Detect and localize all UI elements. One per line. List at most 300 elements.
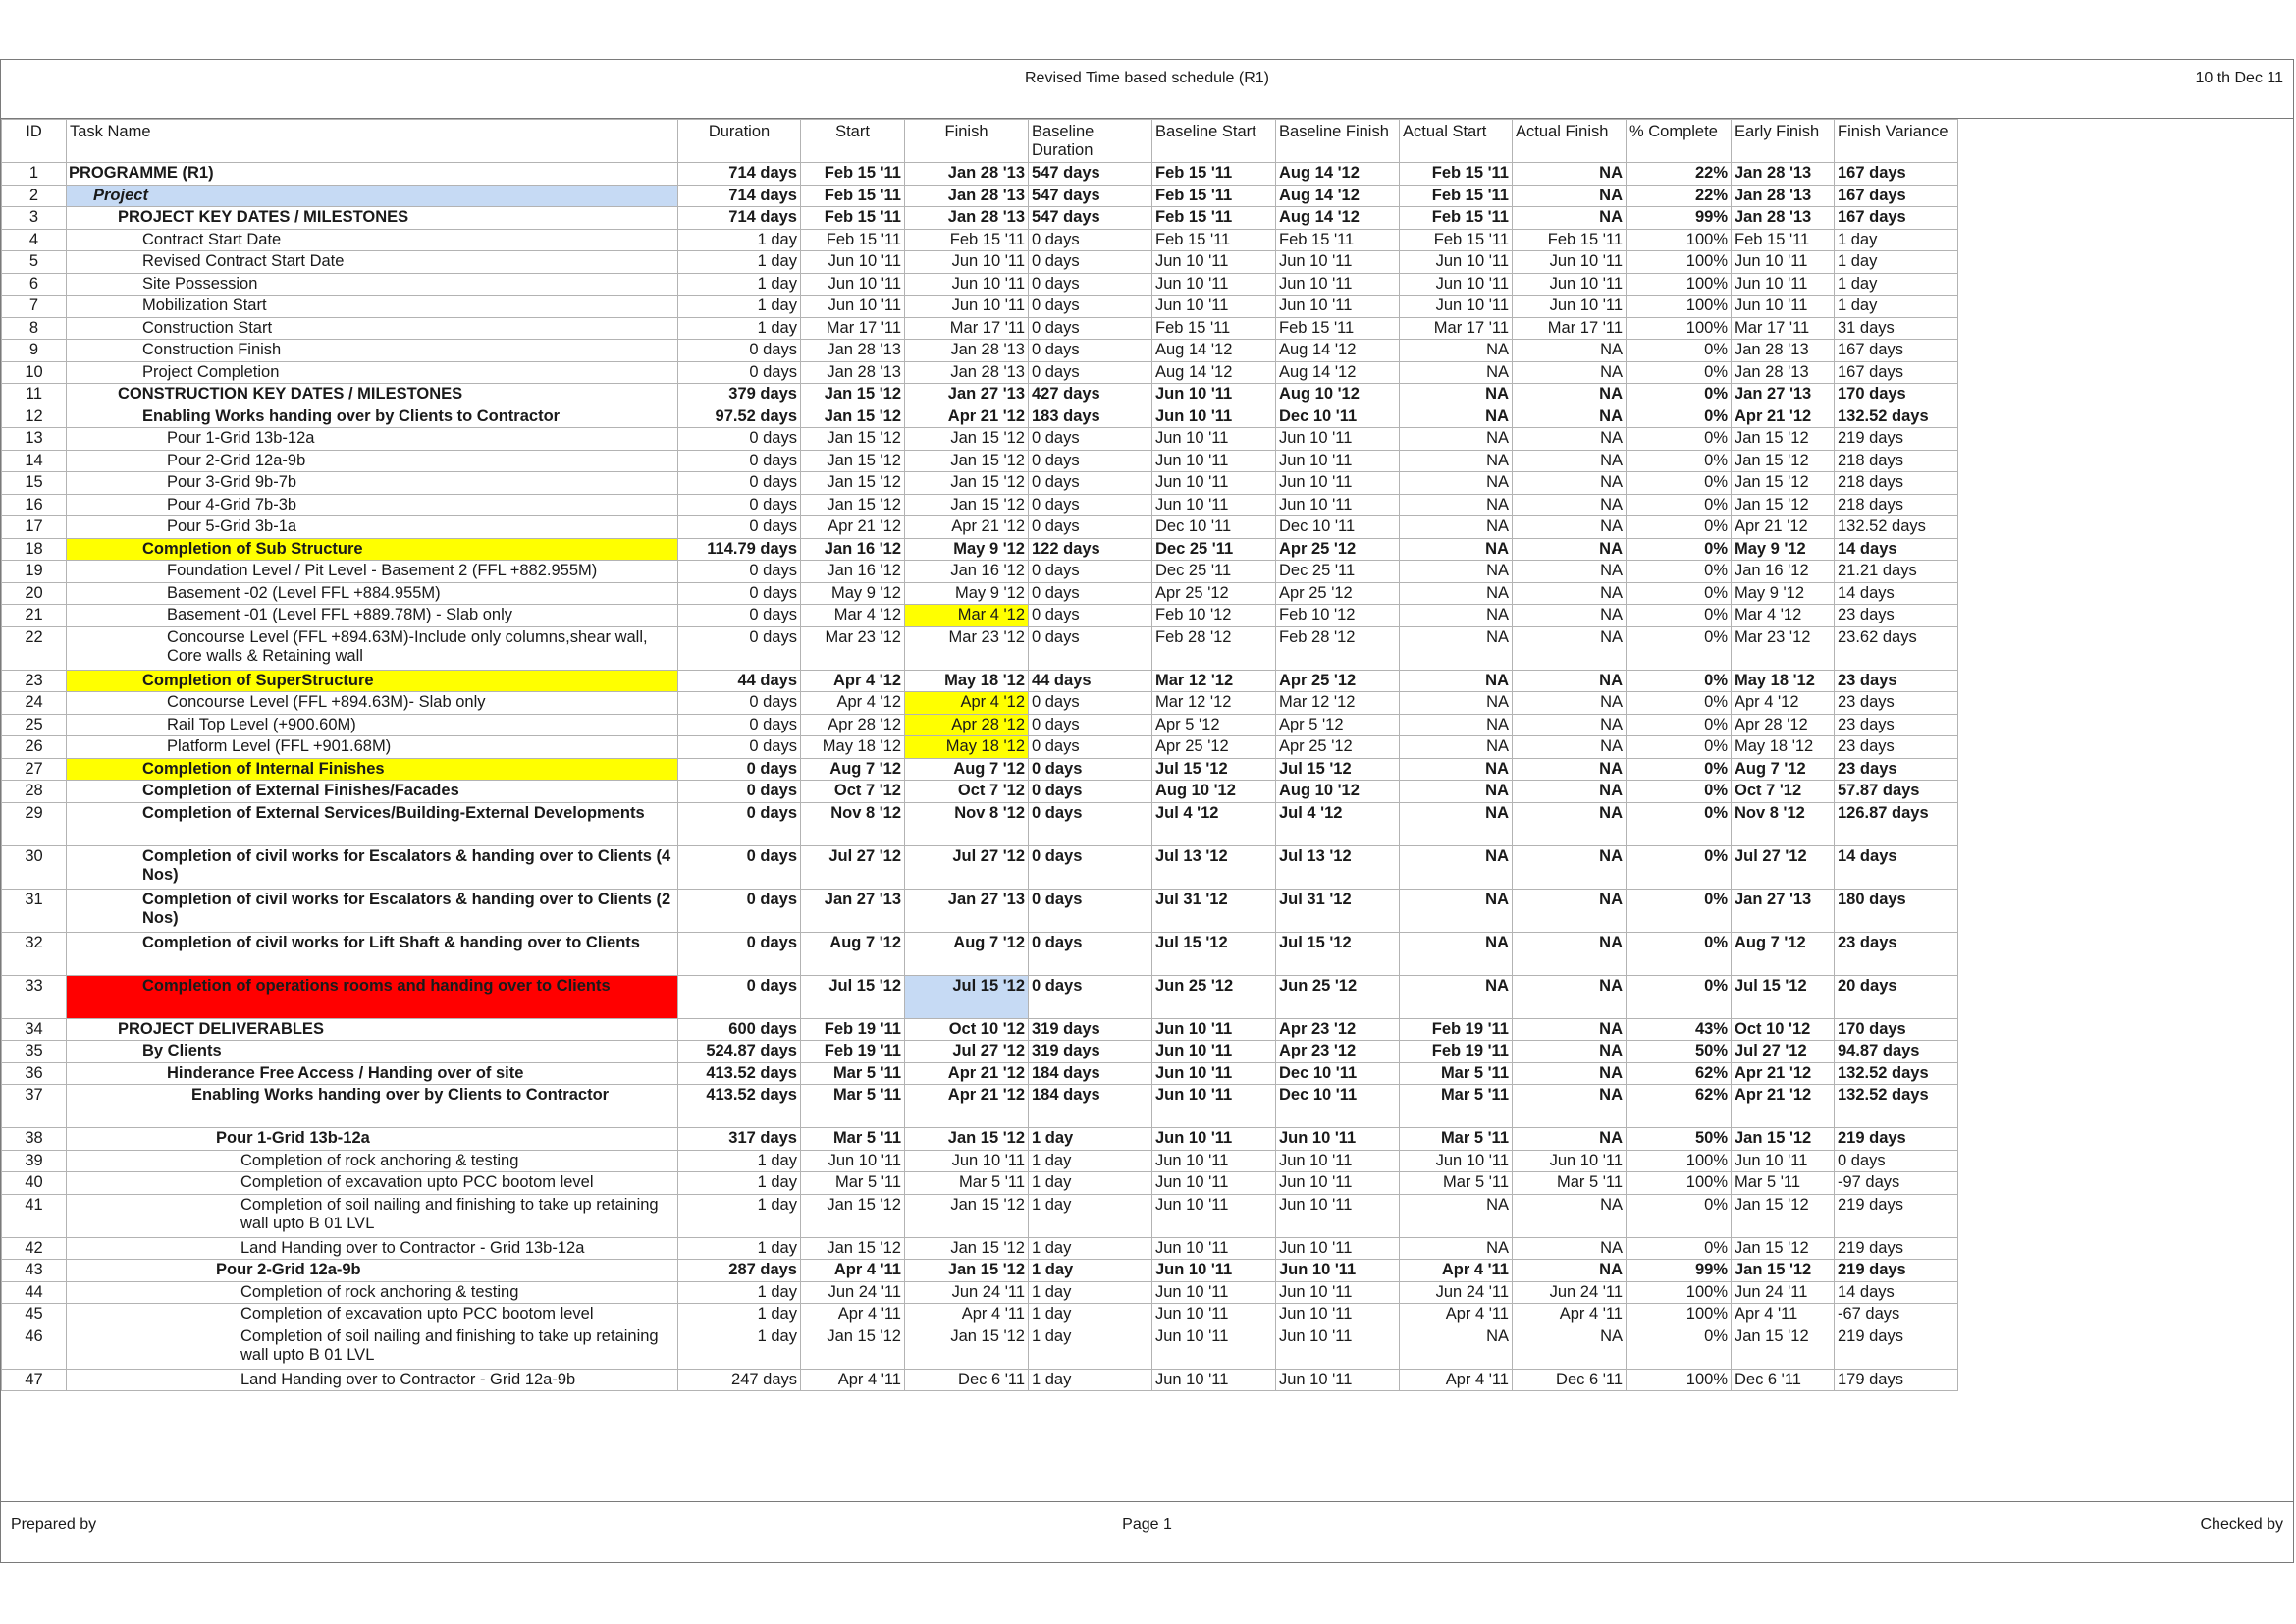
table-row[interactable] <box>2 561 1958 583</box>
table-row[interactable] <box>2 692 1958 715</box>
cell-baseline-duration: 0 days <box>1029 626 1152 670</box>
cell-task-name: Land Handing over to Contractor - Grid 12a-9b <box>67 1369 678 1391</box>
cell-finish: Jan 15 '12 <box>905 1260 1029 1282</box>
cell-baseline-start: Jun 10 '11 <box>1152 273 1276 296</box>
cell-duration: 247 days <box>678 1369 801 1391</box>
table-row[interactable] <box>2 229 1958 251</box>
cell-actual-start: Mar 17 '11 <box>1400 317 1513 340</box>
cell-baseline-duration: 0 days <box>1029 472 1152 495</box>
cell-baseline-duration: 1 day <box>1029 1128 1152 1151</box>
cell-finish-variance: 126.87 days <box>1835 802 1958 845</box>
cell-finish-variance: 23 days <box>1835 605 1958 627</box>
cell-actual-finish: Mar 5 '11 <box>1513 1172 1627 1195</box>
cell-id: 28 <box>2 781 67 803</box>
cell-percent-complete: 0% <box>1627 1326 1732 1369</box>
cell-finish: Apr 4 '12 <box>905 692 1029 715</box>
table-row[interactable] <box>2 494 1958 516</box>
page-header <box>1 60 2293 119</box>
cell-id: 21 <box>2 605 67 627</box>
cell-start: Feb 15 '11 <box>801 185 905 207</box>
cell-actual-start: Jun 10 '11 <box>1400 251 1513 274</box>
cell-task-name: Completion of Sub Structure <box>67 538 678 561</box>
cell-baseline-start: Jun 10 '11 <box>1152 1128 1276 1151</box>
cell-actual-start: Jun 10 '11 <box>1400 296 1513 318</box>
cell-id: 47 <box>2 1369 67 1391</box>
cell-id: 11 <box>2 384 67 406</box>
cell-start: Jun 10 '11 <box>801 273 905 296</box>
cell-baseline-start: Jun 25 '12 <box>1152 975 1276 1018</box>
cell-finish-variance: 170 days <box>1835 1018 1958 1041</box>
cell-percent-complete: 0% <box>1627 889 1732 932</box>
cell-id: 4 <box>2 229 67 251</box>
cell-baseline-finish: Jun 10 '11 <box>1276 296 1400 318</box>
cell-actual-start: NA <box>1400 932 1513 975</box>
col-header-duration[interactable]: Duration <box>678 120 801 163</box>
cell-percent-complete: 0% <box>1627 472 1732 495</box>
cell-percent-complete: 100% <box>1627 1150 1732 1172</box>
cell-start: Jan 15 '12 <box>801 384 905 406</box>
cell-actual-start: NA <box>1400 406 1513 428</box>
cell-baseline-duration: 184 days <box>1029 1062 1152 1085</box>
cell-percent-complete: 0% <box>1627 932 1732 975</box>
col-header-id[interactable]: ID <box>2 120 67 163</box>
cell-actual-finish: Jun 10 '11 <box>1513 1150 1627 1172</box>
cell-baseline-duration: 0 days <box>1029 317 1152 340</box>
cell-task-name: Completion of rock anchoring & testing <box>67 1281 678 1304</box>
table-row[interactable] <box>2 207 1958 230</box>
cell-duration: 0 days <box>678 626 801 670</box>
cell-task-name: Hinderance Free Access / Handing over of site <box>67 1062 678 1085</box>
cell-id: 19 <box>2 561 67 583</box>
cell-actual-start: NA <box>1400 516 1513 539</box>
cell-finish: Mar 17 '11 <box>905 317 1029 340</box>
table-row[interactable] <box>2 1085 1958 1128</box>
cell-baseline-duration: 0 days <box>1029 802 1152 845</box>
table-row[interactable] <box>2 406 1958 428</box>
cell-finish: Jan 15 '12 <box>905 450 1029 472</box>
cell-baseline-finish: Jun 10 '11 <box>1276 1237 1400 1260</box>
cell-baseline-start: Feb 28 '12 <box>1152 626 1276 670</box>
cell-baseline-duration: 0 days <box>1029 781 1152 803</box>
cell-early-finish: Feb 15 '11 <box>1732 229 1835 251</box>
cell-percent-complete: 50% <box>1627 1041 1732 1063</box>
col-header-baseline-start[interactable]: Baseline Start <box>1152 120 1276 163</box>
cell-percent-complete: 0% <box>1627 361 1732 384</box>
cell-actual-finish: NA <box>1513 538 1627 561</box>
cell-baseline-finish: Jul 13 '12 <box>1276 845 1400 889</box>
cell-baseline-start: Jun 10 '11 <box>1152 1150 1276 1172</box>
cell-finish: May 18 '12 <box>905 736 1029 759</box>
cell-finish-variance: 179 days <box>1835 1369 1958 1391</box>
cell-actual-finish: NA <box>1513 802 1627 845</box>
cell-baseline-duration: 0 days <box>1029 251 1152 274</box>
table-row[interactable] <box>2 472 1958 495</box>
table-row[interactable] <box>2 714 1958 736</box>
page-footer <box>1 1501 2293 1562</box>
cell-duration: 1 day <box>678 1237 801 1260</box>
cell-baseline-duration: 0 days <box>1029 582 1152 605</box>
cell-task-name: Completion of soil nailing and finishing to take up retaining wall upto B 01 LVL <box>67 1326 678 1369</box>
cell-early-finish: Jan 15 '12 <box>1732 1194 1835 1237</box>
cell-finish: Jan 28 '13 <box>905 207 1029 230</box>
cell-baseline-finish: Aug 14 '12 <box>1276 207 1400 230</box>
table-row[interactable] <box>2 626 1958 670</box>
cell-baseline-duration: 0 days <box>1029 516 1152 539</box>
cell-task-name: Completion of Internal Finishes <box>67 758 678 781</box>
table-row[interactable] <box>2 340 1958 362</box>
cell-finish-variance: 219 days <box>1835 1237 1958 1260</box>
table-row[interactable] <box>2 889 1958 932</box>
cell-percent-complete: 0% <box>1627 582 1732 605</box>
cell-baseline-duration: 547 days <box>1029 207 1152 230</box>
cell-start: Jun 10 '11 <box>801 296 905 318</box>
cell-early-finish: Jun 10 '11 <box>1732 1150 1835 1172</box>
cell-duration: 600 days <box>678 1018 801 1041</box>
cell-baseline-finish: Dec 10 '11 <box>1276 1062 1400 1085</box>
cell-percent-complete: 0% <box>1627 384 1732 406</box>
cell-baseline-start: Jun 10 '11 <box>1152 384 1276 406</box>
cell-baseline-finish: Jun 25 '12 <box>1276 975 1400 1018</box>
cell-task-name: Completion of civil works for Escalators & handing over to Clients (2 Nos) <box>67 889 678 932</box>
cell-duration: 0 days <box>678 975 801 1018</box>
table-row[interactable] <box>2 1062 1958 1085</box>
cell-actual-start: Feb 15 '11 <box>1400 185 1513 207</box>
cell-early-finish: Apr 28 '12 <box>1732 714 1835 736</box>
cell-finish: Jan 15 '12 <box>905 472 1029 495</box>
cell-baseline-finish: Dec 25 '11 <box>1276 561 1400 583</box>
cell-early-finish: Mar 17 '11 <box>1732 317 1835 340</box>
table-row[interactable] <box>2 975 1958 1018</box>
cell-baseline-finish: Aug 10 '12 <box>1276 384 1400 406</box>
table-row[interactable] <box>2 582 1958 605</box>
cell-actual-start: NA <box>1400 781 1513 803</box>
cell-baseline-duration: 427 days <box>1029 384 1152 406</box>
cell-id: 10 <box>2 361 67 384</box>
cell-task-name: Pour 4-Grid 7b-3b <box>67 494 678 516</box>
table-row[interactable] <box>2 251 1958 274</box>
cell-finish: Dec 6 '11 <box>905 1369 1029 1391</box>
table-row[interactable] <box>2 361 1958 384</box>
col-header-early-finish[interactable]: Early Finish <box>1732 120 1835 163</box>
cell-actual-finish: Jun 24 '11 <box>1513 1281 1627 1304</box>
table-row[interactable] <box>2 538 1958 561</box>
cell-baseline-duration: 1 day <box>1029 1194 1152 1237</box>
cell-id: 40 <box>2 1172 67 1195</box>
col-header-actual-start[interactable]: Actual Start <box>1400 120 1513 163</box>
table-row[interactable] <box>2 932 1958 975</box>
cell-duration: 379 days <box>678 384 801 406</box>
cell-percent-complete: 100% <box>1627 1281 1732 1304</box>
cell-baseline-start: Jun 10 '11 <box>1152 1237 1276 1260</box>
cell-baseline-start: Dec 25 '11 <box>1152 561 1276 583</box>
cell-id: 2 <box>2 185 67 207</box>
cell-baseline-start: Mar 12 '12 <box>1152 692 1276 715</box>
cell-early-finish: Jan 28 '13 <box>1732 361 1835 384</box>
cell-actual-start: NA <box>1400 1237 1513 1260</box>
cell-baseline-duration: 0 days <box>1029 273 1152 296</box>
cell-duration: 1 day <box>678 251 801 274</box>
cell-percent-complete: 0% <box>1627 736 1732 759</box>
cell-baseline-start: Jun 10 '11 <box>1152 1194 1276 1237</box>
cell-baseline-finish: Jun 10 '11 <box>1276 1128 1400 1151</box>
cell-actual-start: Jun 10 '11 <box>1400 1150 1513 1172</box>
table-row[interactable] <box>2 1237 1958 1260</box>
table-row[interactable] <box>2 163 1958 186</box>
cell-duration: 0 days <box>678 692 801 715</box>
table-row[interactable] <box>2 845 1958 889</box>
cell-actual-start: Feb 15 '11 <box>1400 229 1513 251</box>
cell-baseline-start: Jun 10 '11 <box>1152 1304 1276 1326</box>
cell-early-finish: May 18 '12 <box>1732 670 1835 692</box>
cell-baseline-finish: Jun 10 '11 <box>1276 494 1400 516</box>
cell-finish: Jan 15 '12 <box>905 494 1029 516</box>
table-row[interactable] <box>2 384 1958 406</box>
cell-baseline-duration: 44 days <box>1029 670 1152 692</box>
cell-finish: Aug 7 '12 <box>905 758 1029 781</box>
cell-early-finish: Apr 4 '11 <box>1732 1304 1835 1326</box>
table-row[interactable] <box>2 450 1958 472</box>
table-row[interactable] <box>2 1326 1958 1369</box>
table-row[interactable] <box>2 781 1958 803</box>
col-header-start[interactable]: Start <box>801 120 905 163</box>
cell-task-name: PROJECT KEY DATES / MILESTONES <box>67 207 678 230</box>
table-row[interactable] <box>2 758 1958 781</box>
cell-baseline-finish: Jun 10 '11 <box>1276 1150 1400 1172</box>
cell-actual-start: Mar 5 '11 <box>1400 1128 1513 1151</box>
table-row[interactable] <box>2 1281 1958 1304</box>
cell-early-finish: Oct 10 '12 <box>1732 1018 1835 1041</box>
cell-task-name: Completion of rock anchoring & testing <box>67 1150 678 1172</box>
cell-finish-variance: 23 days <box>1835 670 1958 692</box>
cell-baseline-duration: 547 days <box>1029 163 1152 186</box>
cell-finish: Jan 28 '13 <box>905 340 1029 362</box>
cell-id: 37 <box>2 1085 67 1128</box>
cell-early-finish: Jan 15 '12 <box>1732 472 1835 495</box>
table-row[interactable] <box>2 1194 1958 1237</box>
cell-percent-complete: 0% <box>1627 845 1732 889</box>
cell-actual-finish: NA <box>1513 781 1627 803</box>
cell-id: 34 <box>2 1018 67 1041</box>
col-header-actual-finish[interactable]: Actual Finish <box>1513 120 1627 163</box>
table-row[interactable] <box>2 1260 1958 1282</box>
table-row[interactable] <box>2 1041 1958 1063</box>
cell-start: Jan 16 '12 <box>801 561 905 583</box>
cell-actual-start: Apr 4 '11 <box>1400 1260 1513 1282</box>
cell-baseline-start: Jun 10 '11 <box>1152 472 1276 495</box>
cell-percent-complete: 0% <box>1627 561 1732 583</box>
cell-actual-finish: Jun 10 '11 <box>1513 251 1627 274</box>
table-row[interactable] <box>2 1128 1958 1151</box>
cell-duration: 1 day <box>678 273 801 296</box>
table-row[interactable] <box>2 1150 1958 1172</box>
cell-start: Feb 19 '11 <box>801 1041 905 1063</box>
cell-finish: Jan 28 '13 <box>905 163 1029 186</box>
table-row[interactable] <box>2 516 1958 539</box>
table-row[interactable] <box>2 428 1958 451</box>
cell-actual-finish: NA <box>1513 889 1627 932</box>
cell-actual-finish: NA <box>1513 185 1627 207</box>
cell-actual-finish: NA <box>1513 1194 1627 1237</box>
cell-baseline-duration: 183 days <box>1029 406 1152 428</box>
cell-percent-complete: 99% <box>1627 1260 1732 1282</box>
table-row[interactable] <box>2 605 1958 627</box>
cell-duration: 714 days <box>678 185 801 207</box>
table-row[interactable] <box>2 317 1958 340</box>
cell-id: 42 <box>2 1237 67 1260</box>
cell-actual-start: NA <box>1400 605 1513 627</box>
cell-baseline-start: Jun 10 '11 <box>1152 1062 1276 1085</box>
cell-actual-finish: NA <box>1513 932 1627 975</box>
cell-id: 30 <box>2 845 67 889</box>
cell-finish-variance: 23 days <box>1835 692 1958 715</box>
cell-actual-start: NA <box>1400 361 1513 384</box>
cell-start: Nov 8 '12 <box>801 802 905 845</box>
cell-baseline-duration: 0 days <box>1029 605 1152 627</box>
cell-actual-finish: NA <box>1513 1326 1627 1369</box>
cell-task-name: Completion of operations rooms and handing over to Clients <box>67 975 678 1018</box>
cell-baseline-finish: Jun 10 '11 <box>1276 1369 1400 1391</box>
table-row[interactable] <box>2 1304 1958 1326</box>
cell-duration: 0 days <box>678 758 801 781</box>
cell-id: 46 <box>2 1326 67 1369</box>
table-row[interactable] <box>2 802 1958 845</box>
table-row[interactable] <box>2 1172 1958 1195</box>
cell-task-name: Concourse Level (FFL +894.63M)- Slab only <box>67 692 678 715</box>
cell-baseline-finish: Aug 14 '12 <box>1276 185 1400 207</box>
cell-duration: 0 days <box>678 736 801 759</box>
cell-finish: Apr 21 '12 <box>905 406 1029 428</box>
cell-task-name: Enabling Works handing over by Clients to Contractor <box>67 1085 678 1128</box>
cell-actual-start: NA <box>1400 670 1513 692</box>
cell-duration: 1 day <box>678 229 801 251</box>
cell-early-finish: Apr 21 '12 <box>1732 1062 1835 1085</box>
cell-baseline-finish: Apr 5 '12 <box>1276 714 1400 736</box>
cell-actual-start: NA <box>1400 845 1513 889</box>
cell-baseline-finish: Jun 10 '11 <box>1276 1172 1400 1195</box>
cell-baseline-duration: 0 days <box>1029 229 1152 251</box>
table-row[interactable] <box>2 273 1958 296</box>
cell-actual-start: Mar 5 '11 <box>1400 1172 1513 1195</box>
cell-baseline-finish: Feb 28 '12 <box>1276 626 1400 670</box>
cell-finish: Apr 21 '12 <box>905 1062 1029 1085</box>
cell-task-name: Project <box>67 185 678 207</box>
col-header-baseline-duration[interactable]: Baseline Duration <box>1029 120 1152 163</box>
cell-percent-complete: 0% <box>1627 494 1732 516</box>
cell-finish: Jun 24 '11 <box>905 1281 1029 1304</box>
cell-duration: 0 days <box>678 932 801 975</box>
cell-finish: Jan 15 '12 <box>905 1326 1029 1369</box>
cell-baseline-duration: 1 day <box>1029 1326 1152 1369</box>
cell-id: 1 <box>2 163 67 186</box>
cell-baseline-duration: 0 days <box>1029 932 1152 975</box>
cell-finish: Mar 23 '12 <box>905 626 1029 670</box>
cell-percent-complete: 50% <box>1627 1128 1732 1151</box>
cell-baseline-finish: Apr 23 '12 <box>1276 1018 1400 1041</box>
cell-actual-finish: NA <box>1513 450 1627 472</box>
cell-id: 41 <box>2 1194 67 1237</box>
col-header-percent-complete[interactable]: % Complete <box>1627 120 1732 163</box>
cell-finish-variance: 1 day <box>1835 251 1958 274</box>
cell-percent-complete: 100% <box>1627 273 1732 296</box>
cell-actual-start: NA <box>1400 450 1513 472</box>
cell-finish: Jul 15 '12 <box>905 975 1029 1018</box>
cell-finish-variance: 14 days <box>1835 582 1958 605</box>
col-header-task-name[interactable]: Task Name <box>67 120 678 163</box>
cell-percent-complete: 0% <box>1627 1194 1732 1237</box>
cell-percent-complete: 100% <box>1627 1172 1732 1195</box>
col-header-finish[interactable]: Finish <box>905 120 1029 163</box>
cell-id: 39 <box>2 1150 67 1172</box>
cell-finish-variance: 132.52 days <box>1835 1062 1958 1085</box>
cell-task-name: Basement -02 (Level FFL +884.955M) <box>67 582 678 605</box>
table-row[interactable] <box>2 296 1958 318</box>
cell-start: Mar 5 '11 <box>801 1085 905 1128</box>
cell-duration: 0 days <box>678 781 801 803</box>
cell-early-finish: May 9 '12 <box>1732 538 1835 561</box>
cell-finish-variance: 132.52 days <box>1835 406 1958 428</box>
cell-finish: Apr 28 '12 <box>905 714 1029 736</box>
cell-actual-finish: NA <box>1513 605 1627 627</box>
cell-baseline-start: Jun 10 '11 <box>1152 251 1276 274</box>
table-row[interactable] <box>2 185 1958 207</box>
cell-percent-complete: 100% <box>1627 251 1732 274</box>
cell-early-finish: Apr 21 '12 <box>1732 1085 1835 1128</box>
cell-finish: Aug 7 '12 <box>905 932 1029 975</box>
col-header-baseline-finish[interactable]: Baseline Finish <box>1276 120 1400 163</box>
cell-baseline-finish: Dec 10 '11 <box>1276 516 1400 539</box>
table-row[interactable] <box>2 1369 1958 1391</box>
cell-baseline-finish: Jul 15 '12 <box>1276 932 1400 975</box>
cell-actual-start: NA <box>1400 472 1513 495</box>
cell-id: 15 <box>2 472 67 495</box>
cell-id: 16 <box>2 494 67 516</box>
cell-percent-complete: 0% <box>1627 1237 1732 1260</box>
cell-early-finish: May 18 '12 <box>1732 736 1835 759</box>
cell-id: 25 <box>2 714 67 736</box>
cell-actual-start: NA <box>1400 340 1513 362</box>
cell-baseline-finish: Feb 15 '11 <box>1276 317 1400 340</box>
cell-actual-start: NA <box>1400 561 1513 583</box>
cell-actual-start: NA <box>1400 1194 1513 1237</box>
cell-percent-complete: 0% <box>1627 758 1732 781</box>
cell-actual-finish: NA <box>1513 361 1627 384</box>
cell-baseline-start: Feb 15 '11 <box>1152 317 1276 340</box>
cell-baseline-finish: Jun 10 '11 <box>1276 1194 1400 1237</box>
cell-start: Apr 4 '11 <box>801 1304 905 1326</box>
cell-task-name: Pour 2-Grid 12a-9b <box>67 1260 678 1282</box>
cell-finish: Mar 4 '12 <box>905 605 1029 627</box>
page-date: 10 th Dec 11 <box>2195 70 2283 86</box>
cell-baseline-start: Apr 5 '12 <box>1152 714 1276 736</box>
cell-actual-start: NA <box>1400 428 1513 451</box>
cell-start: Jan 15 '12 <box>801 428 905 451</box>
table-row[interactable] <box>2 736 1958 759</box>
cell-finish-variance: 31 days <box>1835 317 1958 340</box>
table-row[interactable] <box>2 1018 1958 1041</box>
cell-baseline-finish: Aug 14 '12 <box>1276 361 1400 384</box>
cell-baseline-start: Jul 13 '12 <box>1152 845 1276 889</box>
cell-baseline-duration: 319 days <box>1029 1018 1152 1041</box>
cell-finish: Jun 10 '11 <box>905 251 1029 274</box>
col-header-finish-variance[interactable]: Finish Variance <box>1835 120 1958 163</box>
cell-baseline-start: Feb 15 '11 <box>1152 229 1276 251</box>
cell-duration: 1 day <box>678 1194 801 1237</box>
cell-baseline-finish: Jun 10 '11 <box>1276 1326 1400 1369</box>
cell-task-name: Completion of External Services/Building-External Developments <box>67 802 678 845</box>
cell-finish-variance: 132.52 days <box>1835 516 1958 539</box>
table-row[interactable] <box>2 670 1958 692</box>
cell-baseline-duration: 0 days <box>1029 736 1152 759</box>
